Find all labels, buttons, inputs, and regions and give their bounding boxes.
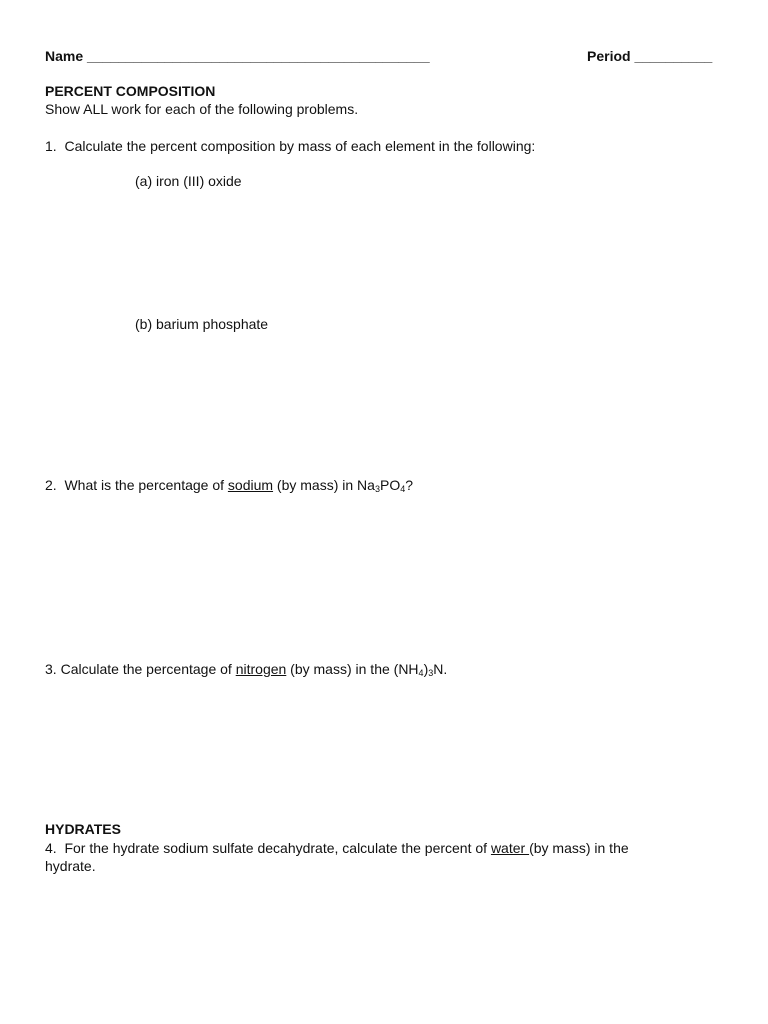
section-title-percent-composition: PERCENT COMPOSITION xyxy=(45,83,216,99)
question-4-text-before: For the hydrate sodium sulfate decahydrate, calculate the percent of xyxy=(64,840,491,856)
question-2-mid: PO xyxy=(379,477,401,493)
question-3-subscript-2: 3 xyxy=(428,668,434,678)
name-field xyxy=(45,47,430,65)
question-4 xyxy=(45,839,629,857)
question-1-number: 1. xyxy=(45,138,57,154)
question-2-number: 2. xyxy=(45,477,57,493)
question-1 xyxy=(45,137,535,155)
question-1-part-b: (b) barium phosphate xyxy=(135,316,269,332)
question-3-end: N. xyxy=(433,661,448,677)
question-4-number: 4. xyxy=(45,840,57,856)
period-label: Period xyxy=(587,48,631,64)
question-4-text-after: (by mass) in the xyxy=(529,840,629,856)
question-3-number: 3. xyxy=(45,661,57,677)
question-3-text-before: Calculate the percentage of xyxy=(60,661,236,677)
question-2-text-before: What is the percentage of xyxy=(64,477,228,493)
section-title-hydrates: HYDRATES xyxy=(45,821,121,837)
instructions: Show ALL work for each of the following problems. xyxy=(45,101,359,117)
question-1-part-a: (a) iron (III) oxide xyxy=(135,173,242,189)
question-3-underlined: nitrogen xyxy=(235,661,287,677)
question-2-end: ? xyxy=(405,477,414,493)
question-3-mid: ) xyxy=(423,661,429,677)
name-line: ____________________________________________ xyxy=(87,48,430,64)
question-2-text-after: (by mass) in Na xyxy=(273,477,375,493)
question-4-line-2: hydrate. xyxy=(45,858,96,874)
question-2-subscript-1: 3 xyxy=(374,484,380,494)
period-field xyxy=(587,47,712,65)
question-2 xyxy=(45,476,413,494)
question-2-subscript-2: 4 xyxy=(400,484,406,494)
name-label: Name xyxy=(45,48,84,64)
question-1-text: Calculate the percent composition by mass of each element in the following: xyxy=(64,138,536,154)
question-4-underlined: water xyxy=(490,840,530,856)
period-line: __________ xyxy=(634,48,713,64)
question-3-text-after: (by mass) in the (NH xyxy=(286,661,419,677)
question-3 xyxy=(45,660,447,678)
question-2-underlined: sodium xyxy=(227,477,274,493)
question-3-subscript-1: 4 xyxy=(418,668,424,678)
